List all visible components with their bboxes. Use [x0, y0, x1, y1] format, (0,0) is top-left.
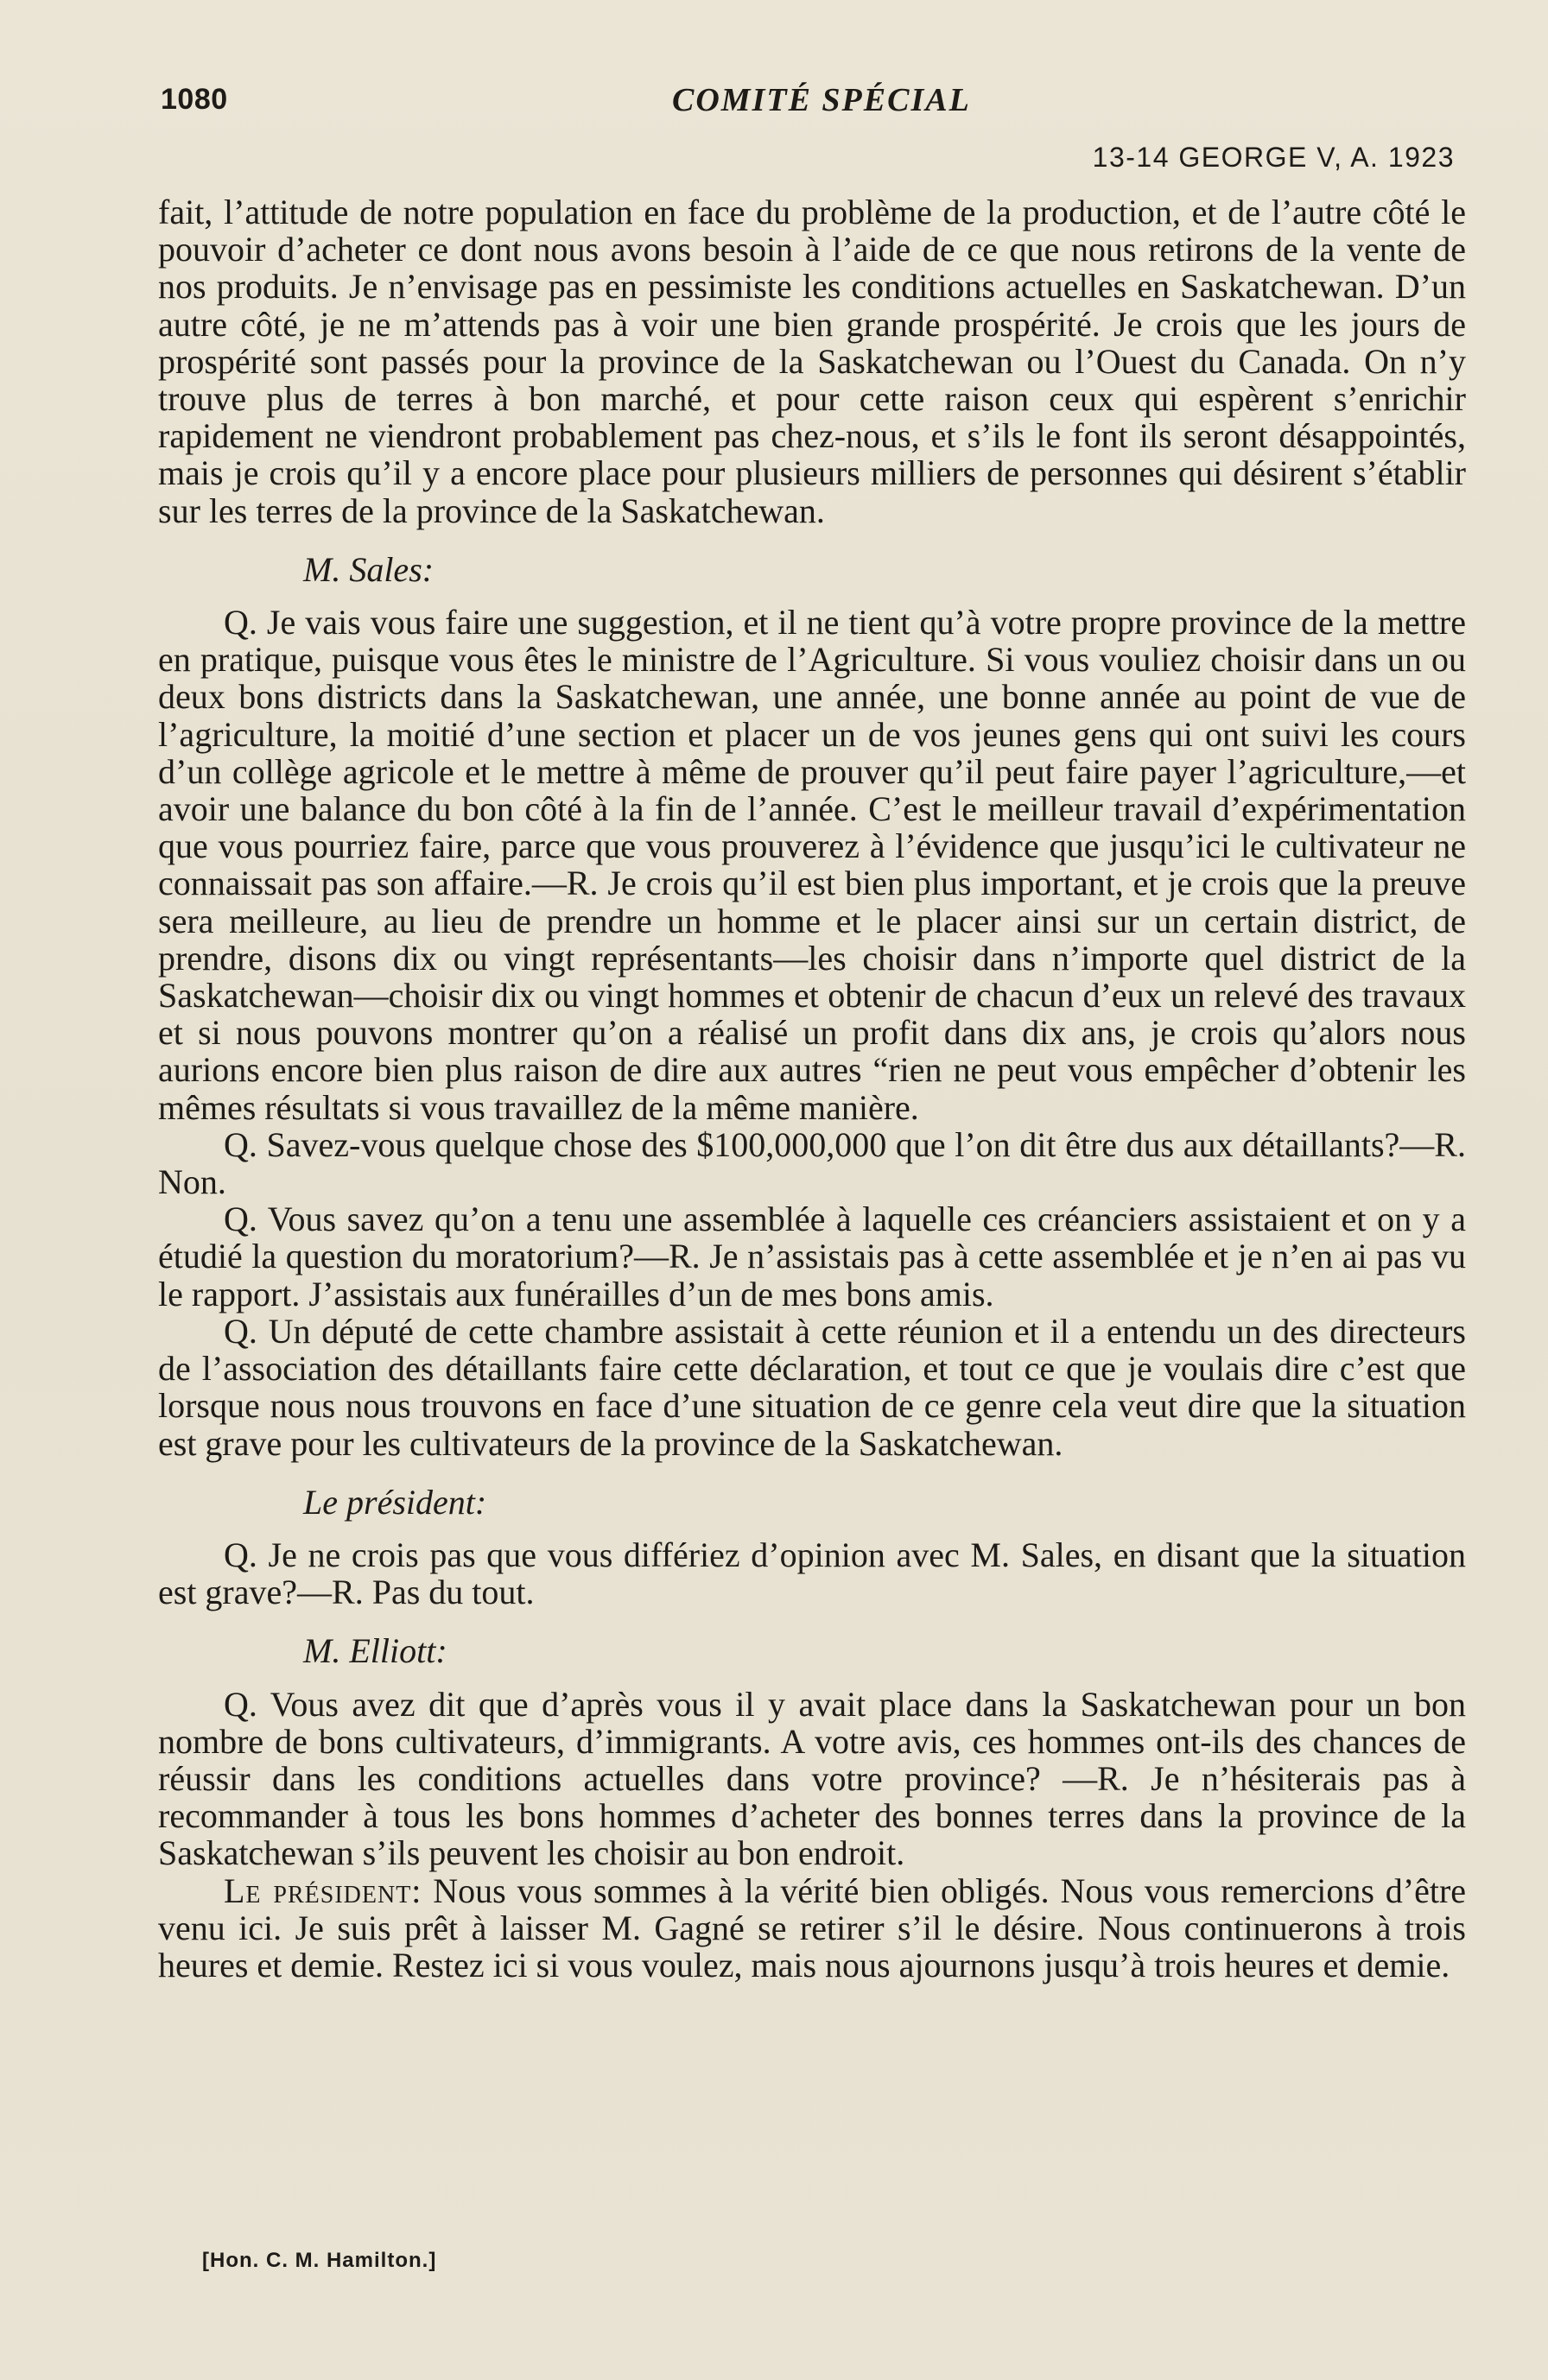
speaker-heading-president: Le président:	[303, 1482, 487, 1522]
document-body	[158, 193, 1466, 1984]
paragraph-question-suggestion: Q. Je vais vous faire une suggestion, et il ne tient qu’à votre propre province de la mettre en pratique, puisque vous êtes le ministre de l’Agriculture. Si vous vouliez choisir dans un ou deux bons districts dans la Saskatchewan, une année, une bonne année au point de vue de l’agriculture, la moitié d’une section et placer un de vos jeunes gens qui ont suivi les cours d’un collège agricole et le mettre à même de prouver qu’il peut faire payer l’agriculture,—et avoir une balance du bon côté à la fin de l’année. C’est le meilleur travail d’expérimentation que vous pourriez faire, parce que vous prouverez à l’évidence que jusqu’ici le cultivateur ne connaissait pas son affaire.—R. Je crois qu’il est bien plus important, et je crois que la preuve sera meilleure, au lieu de prendre un homme et le placer ainsi sur un certain district, de prendre, disons dix ou vingt représentants—les choisir dans n’importe quel district de la Saskatchewan—choisir dix ou vingt hommes et obtenir de chacun d’eux un relevé des travaux et si nous pouvons montrer qu’on a réalisé un profit dans dix ans, je crois qu’alors nous aurions encore bien plus raison de dire aux autres “rien ne peut vous empêcher d’obtenir les mêmes résultats si vous travaillez de la même manière.	[158, 603, 1466, 1127]
president-label: Le président:	[224, 1870, 422, 1910]
paragraph-president-closing	[158, 1872, 1466, 1984]
paragraph-question-deputy: Q. Un député de cette chambre assistait à cette réunion et il a entendu un des directeurs de l’association des détaillants faire cette déclaration, et tout ce que je voulais dire c’est que lorsque nous nous trouvons en face d’une situation de ce genre cela veut dire que la situation est grave pour les cultivateurs de la province de la Saskatchewan.	[158, 1311, 1466, 1463]
speaker-heading-elliott: M. Elliott:	[303, 1631, 447, 1671]
page-number: 1080	[161, 83, 228, 116]
speaker-heading-sales: M. Sales:	[303, 549, 435, 589]
paragraph-question-opinion: Q. Je ne crois pas que vous différiez d’opinion avec M. Sales, en disant que la situation est grave?—R. Pas du tout.	[158, 1535, 1466, 1612]
paragraph-continued: fait, l’attitude de notre population en face du problème de la production, et de l’autre côté le pouvoir d’acheter ce dont nous avons besoin à l’aide de ce que nous retirons de la vente de nos produits. Je n’envisage pas en pessimiste les conditions actuelles en Saskatchewan. D’un autre côté, je ne m’attends pas à voir une bien grande prospérité. Je crois que les jours de prospérité sont passés pour la province de la Saskatchewan ou l’Ouest du Canada. On n’y trouve plus de terres à bon marché, et pour cette raison ceux qui espèrent s’enrichir rapidement ne viendront probablement pas chez-nous, et s’ils le font ils seront désappointés, mais je crois qu’il y a encore place pour plusieurs milliers de personnes qui désirent s’établir sur les terres de la province de la Saskatchewan.	[158, 193, 1466, 530]
session-reference: 13-14 GEORGE V, A. 1923	[1092, 142, 1455, 173]
footer-signature: [Hon. C. M. Hamilton.]	[202, 2249, 437, 2272]
running-title: COMITÉ SPÉCIAL	[672, 82, 971, 118]
paragraph-question-immigrants: Q. Vous avez dit que d’après vous il y avait place dans la Saskatchewan pour un bon nombre de bons cultivateurs, d’immigrants. A votre avis, ces hommes ont-ils des chances de réussir dans les conditions actuelles dans votre province? —R. Je n’hésiterais pas à recommander à tous les bons hommes d’acheter des bonnes terres dans la province de la Saskatchewan s’ils peuvent les choisir au bon endroit.	[158, 1684, 1466, 1873]
president-statement: Nous vous sommes à la vérité bien obligés. Nous vous remercions d’être venu ici. Je suis prêt à laisser M. Gagné se retirer s’il le désire. Nous continuerons à trois heures et demie. Restez ici si vous voulez, mais nous ajournons jusqu’à trois heures et demie.	[158, 1870, 1467, 1984]
paragraph-question-retailers: Q. Savez-vous quelque chose des $100,000,000 que l’on dit être dus aux détaillants?—R. Non.	[158, 1124, 1466, 1202]
paragraph-question-assembly: Q. Vous savez qu’on a tenu une assemblée à laquelle ces créanciers assistaient et on y a étudié la question du moratorium?—R. Je n’assistais pas à cette assemblée et je n’en ai pas vu le rapport. J’assistais aux funérailles d’un de mes bons amis.	[158, 1199, 1466, 1313]
